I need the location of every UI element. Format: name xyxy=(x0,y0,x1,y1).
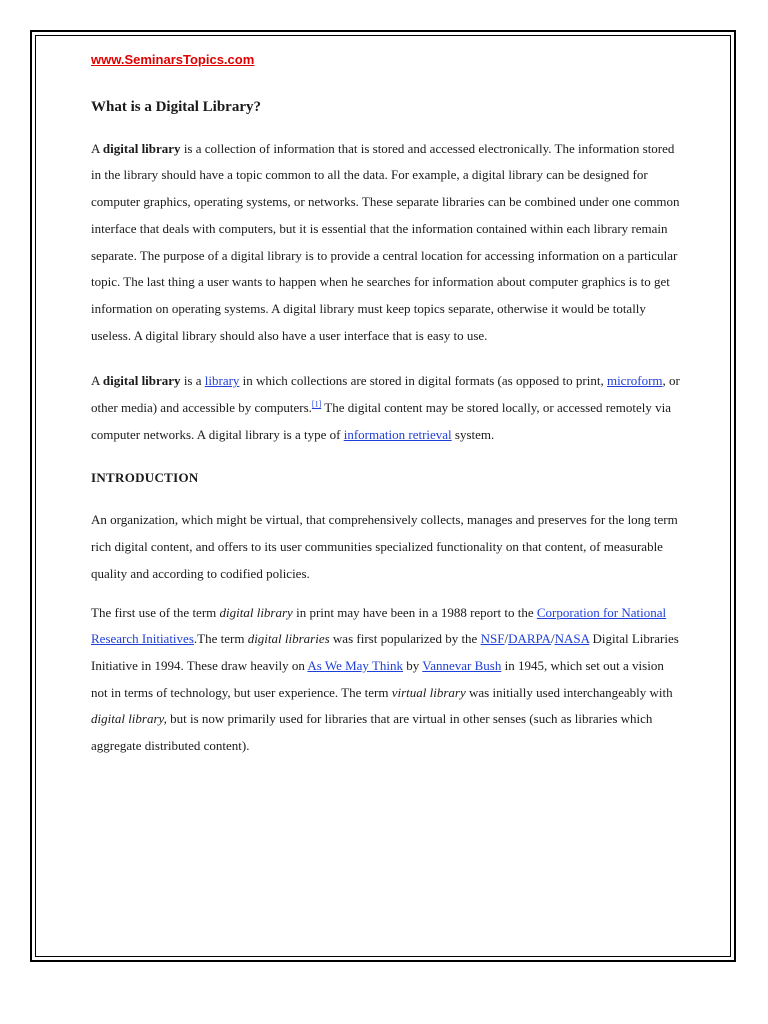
text: / xyxy=(504,631,509,647)
text: in print may have been in a 1988 report to the xyxy=(292,604,537,620)
link-nasa[interactable]: NASA xyxy=(554,631,590,647)
em-text: digital library, xyxy=(91,711,167,727)
site-link[interactable]: www.SeminarsTopics.com xyxy=(91,52,255,67)
section-heading: INTRODUCTION xyxy=(91,470,199,486)
text: in which collections are stored in digital formats (as opposed to print, xyxy=(239,373,607,389)
paragraph-definition xyxy=(91,136,681,350)
link-vannevar-bush[interactable]: Vannevar Bush xyxy=(422,657,502,673)
document-body xyxy=(91,47,681,760)
text: / xyxy=(550,631,555,647)
text: Digital Libraries Initiative in 1994. These draw heavily on xyxy=(91,631,679,673)
footnote-ref xyxy=(312,400,321,409)
text: A xyxy=(91,373,103,389)
text: is a collection of information that is stored and accessed electronically. The information stored in the library should have a topic common to all the data. For example, a digital library can be designed for computer graphics, operating systems, or networks. These separate libraries can be combined under one common interface that deals with computers, but it is essential that the information contained within each library remain separate. The purpose of a digital library is to provide a central location for accessing information on a particular topic. The last thing a user wants to happen when he searches for information about computer graphics is to get information on operating systems. A digital library must keep topics separate, otherwise it would be totally useless. A digital library should also have a user interface that is easy to use. xyxy=(91,140,680,343)
text: A xyxy=(91,140,103,156)
em-text: virtual library xyxy=(391,684,466,700)
text: The first use of the term xyxy=(91,604,220,620)
footnote-link[interactable]: [1] xyxy=(311,399,322,409)
link-microform[interactable]: microform xyxy=(606,373,663,389)
link-nsf[interactable]: NSF xyxy=(480,631,505,647)
text: .The term xyxy=(193,631,248,647)
text: in 1945, which set out a vision not in terms of technology, but user experience. The term xyxy=(91,657,664,700)
text: was first popularized by the xyxy=(329,631,481,647)
text: system. xyxy=(451,426,495,442)
link-information-retrieval[interactable]: information retrieval xyxy=(343,426,452,442)
link-cnri[interactable]: Corporation for National Research Initiatives xyxy=(91,604,667,647)
text: but is now primarily used for libraries that are virtual in other senses (such as libraries which aggregate distributed content). xyxy=(91,711,653,754)
em-text: digital libraries xyxy=(247,631,330,647)
em-text: digital library xyxy=(219,604,293,620)
text: , or other media) and accessible by computers. xyxy=(91,373,680,416)
term-digital-library: digital library xyxy=(102,373,181,389)
text: was initially used interchangeably with xyxy=(465,684,673,700)
paragraph-introduction: An organization, which might be virtual, that comprehensively collects, manages and preserves for the long term rich digital content, and offers to its user communities specialized functionality on that content, of measurable quality and according to codified policies. xyxy=(91,512,678,581)
link-library[interactable]: library xyxy=(204,373,240,389)
term-digital-library: digital library xyxy=(102,140,181,156)
link-darpa[interactable]: DARPA xyxy=(508,631,551,647)
page-title: What is a Digital Library? xyxy=(91,98,262,115)
text: by xyxy=(403,657,423,673)
paragraph-history xyxy=(91,600,681,760)
paragraph-wiki-definition xyxy=(91,368,681,448)
text: The digital content may be stored locally, or accessed remotely via computer networks. A digital library is a type of xyxy=(91,400,672,442)
link-as-we-may-think[interactable]: As We May Think xyxy=(307,657,403,673)
text: is a xyxy=(180,373,205,389)
